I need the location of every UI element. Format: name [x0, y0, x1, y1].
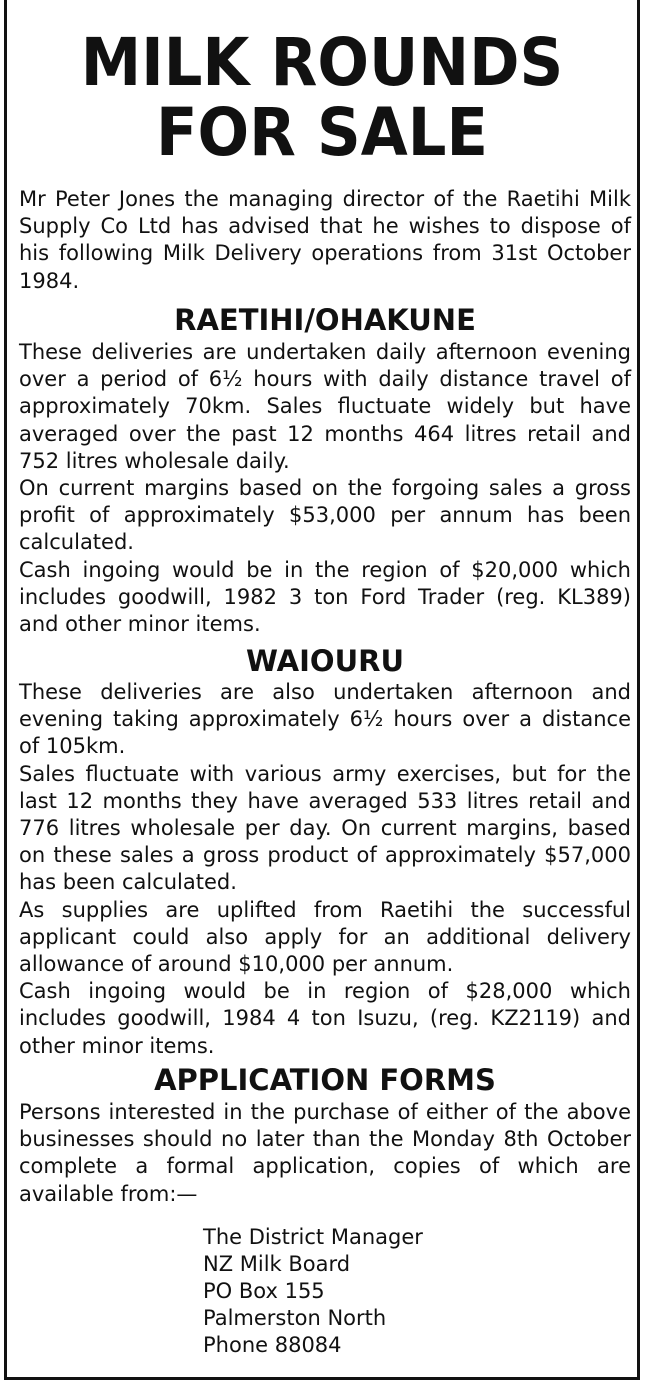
address-line-2: NZ Milk Board: [203, 1252, 351, 1276]
section-raetihi-body: [19, 339, 631, 638]
address-line-5: Phone 88084: [203, 1333, 342, 1357]
application-paragraph-1: Persons interested in the purchase of either of the above businesses should no later than the Monday 8th October complete a formal application, copies of which are available from:—: [19, 1100, 631, 1206]
raetihi-paragraph-3: Cash ingoing would be in the region of $20,000 which includes goodwill, 1982 3 ton Ford Trader (reg. KL389) and other minor items.: [19, 557, 631, 637]
intro-paragraph: [19, 186, 631, 295]
raetihi-paragraph-2: On current margins based on the forgoing sales a gross profit of approximately $53,000 per annum has been calculated.: [19, 476, 631, 555]
waiouru-paragraph-2: Sales fluctuate with various army exercises, but for the last 12 months they have averaged 533 litres retail and 776 litres wholesale per day. On current margins, based on these sales a gross product of approximately $57,000 has been calculated.: [19, 761, 631, 895]
ad-title: [32, 24, 612, 171]
contact-address: [203, 1224, 503, 1359]
advertisement: [4, 0, 640, 1380]
section-heading-raetihi: RAETIHI/OHAKUNE: [174, 303, 476, 337]
waiouru-paragraph-1: These deliveries are also undertaken afternoon and evening taking approximately 6½ hours over a distance of 105km.: [19, 680, 631, 759]
waiouru-paragraph-4: Cash ingoing would be in region of $28,000 which includes goodwill, 1984 4 ton Isuzu, (reg. KZ2119) and other minor items.: [19, 979, 631, 1058]
waiouru-paragraph-3: As supplies are uplifted from Raetihi the successful applicant could also apply for an additional delivery allowance of around $10,000 per annum.: [19, 897, 631, 977]
address-line-4: Palmerston North: [203, 1306, 387, 1330]
section-heading-waiouru: WAIOURU: [246, 644, 404, 678]
section-waiouru-body: [19, 679, 631, 1060]
ad-title-line-2: FOR SALE: [156, 94, 488, 171]
section-heading-application: APPLICATION FORMS: [154, 1063, 496, 1097]
address-line-1: The District Manager: [203, 1225, 423, 1249]
section-application-body: [19, 1099, 631, 1208]
ad-title-line-1: MILK ROUNDS: [80, 24, 564, 101]
raetihi-paragraph-1: These deliveries are undertaken daily afternoon evening over a period of 6½ hours with daily distance travel of approximately 70km. Sales fluctuate widely but have averaged over the past 12 months 464 litres retail and 752 litres wholesale daily.: [19, 340, 631, 473]
address-line-3: PO Box 155: [203, 1279, 325, 1303]
intro-text: Mr Peter Jones the managing director of the Raetihi Milk Supply Co Ltd has advised that he wishes to dispose of his following Milk Delivery operations from 31st October 1984.: [19, 187, 631, 293]
